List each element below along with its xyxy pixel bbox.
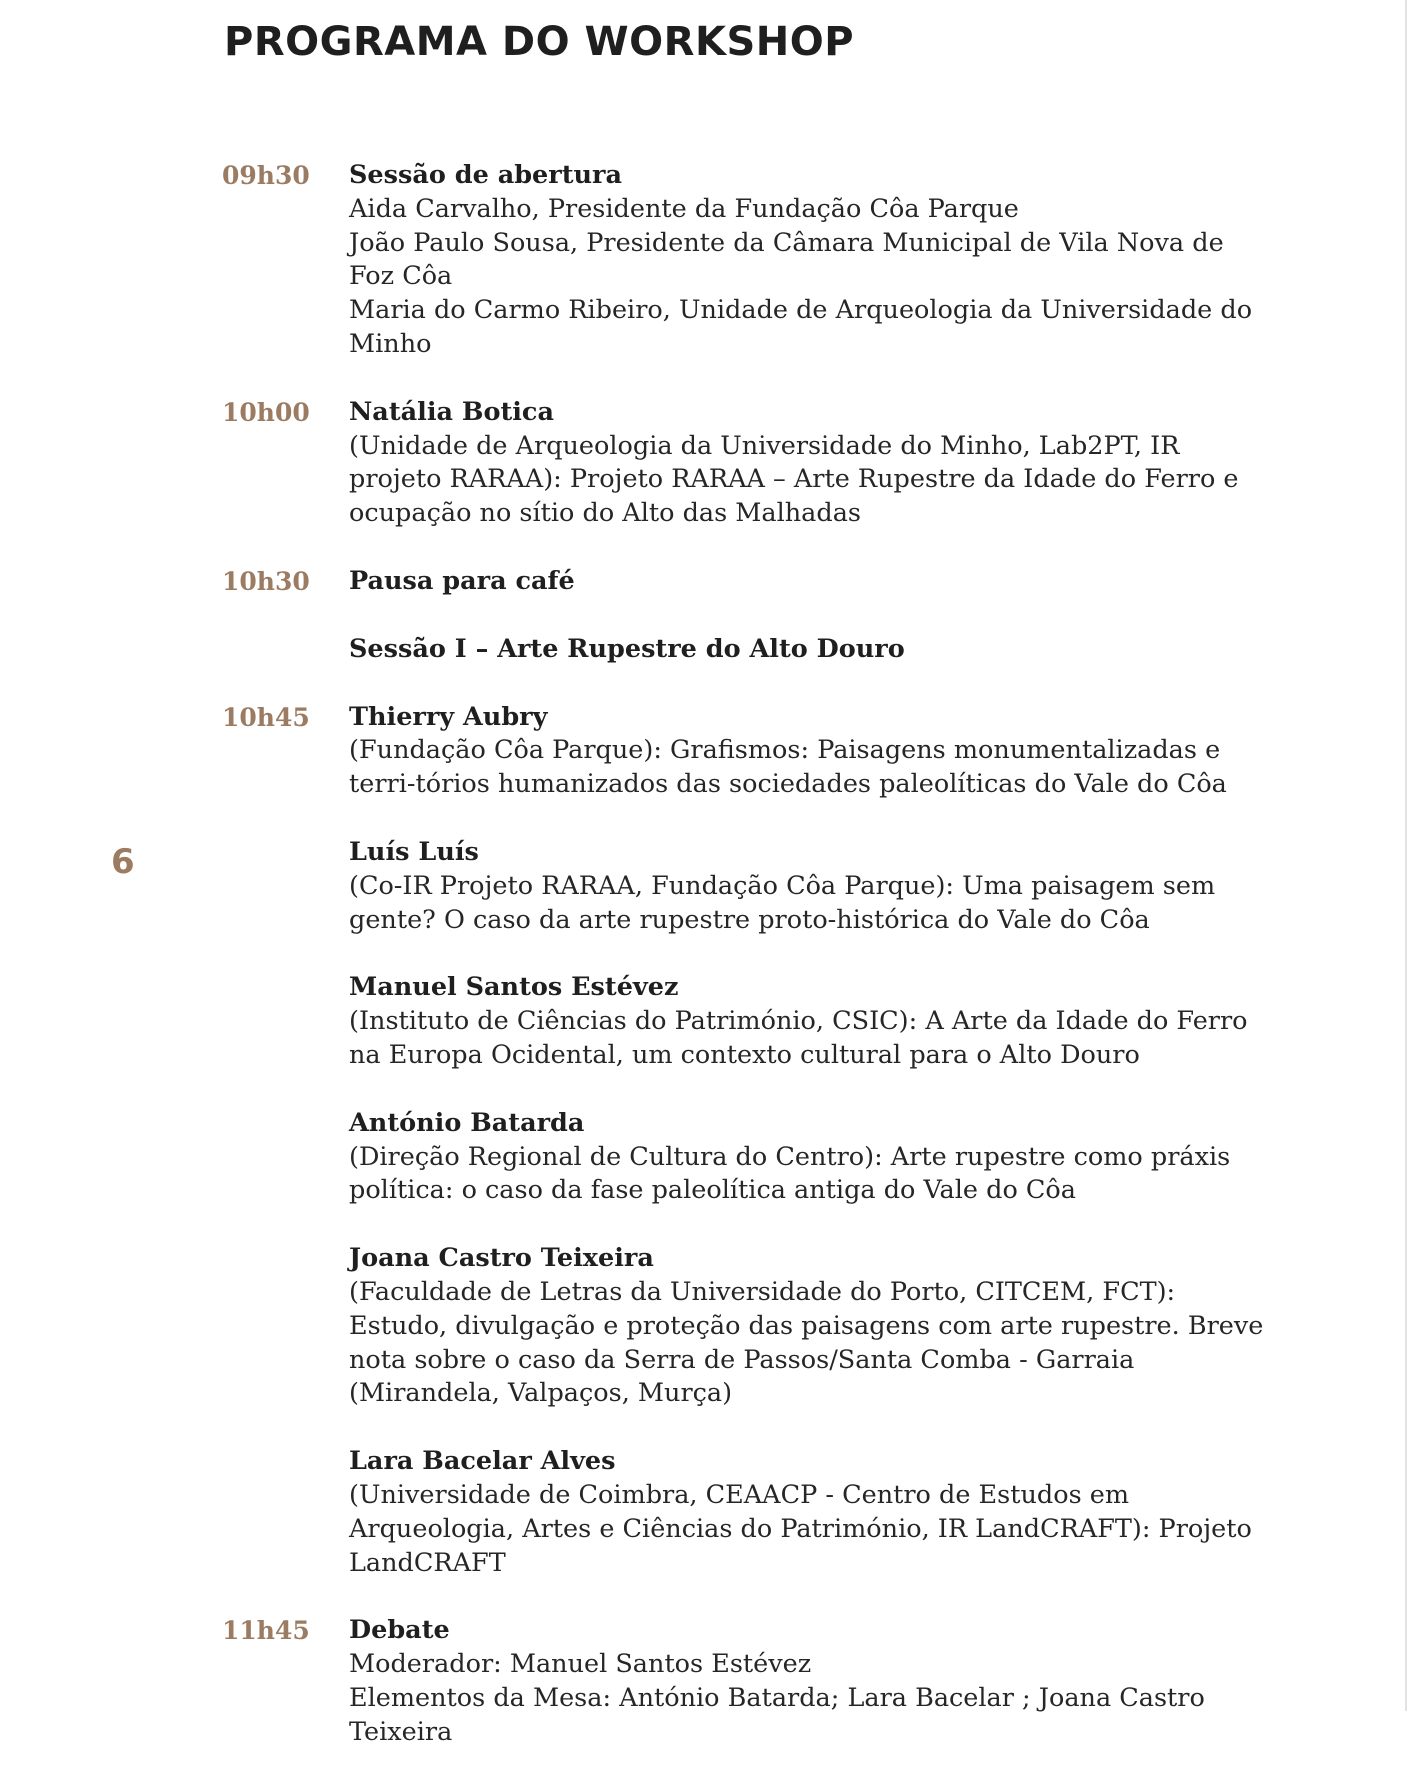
entry-line: (Universidade de Coimbra, CEAACP - Centro de Estudos em Arqueologia, Artes e Ciências do Património, IR LandCRAFT): Projeto LandCRAFT bbox=[349, 1479, 1252, 1578]
entry-content bbox=[349, 1614, 1269, 1749]
program-entry-coffee-break bbox=[0, 565, 1410, 599]
entry-time: 10h00 bbox=[222, 397, 310, 427]
program-entry-antonio-batarda bbox=[0, 1107, 1410, 1208]
entry-content bbox=[349, 836, 1269, 937]
page-number: 6 bbox=[111, 842, 135, 882]
entry-content bbox=[349, 159, 1269, 362]
entry-title: Natália Botica bbox=[349, 396, 554, 427]
entry-content bbox=[349, 701, 1269, 802]
program-entry-joana-castro-teixeira bbox=[0, 1242, 1410, 1411]
entry-title: Luís Luís bbox=[349, 836, 479, 867]
entry-title: Thierry Aubry bbox=[349, 701, 548, 732]
program-list bbox=[0, 159, 1410, 1783]
entry-line: (Co-IR Projeto RARAA, Fundação Côa Parque): Uma paisagem sem gente? O caso da arte rupestre proto-histórica do Vale do Côa bbox=[349, 870, 1216, 935]
entry-content bbox=[349, 633, 1269, 667]
entry-title: António Batarda bbox=[349, 1107, 585, 1138]
program-entry-lara-bacelar-alves bbox=[0, 1445, 1410, 1580]
entry-content bbox=[349, 1445, 1269, 1580]
program-entry-session-heading bbox=[0, 633, 1410, 667]
program-entry-debate bbox=[0, 1614, 1410, 1749]
entry-line: Aida Carvalho, Presidente da Fundação Côa Parque bbox=[349, 193, 1019, 224]
entry-time: 09h30 bbox=[222, 161, 310, 190]
program-entry-manuel-santos-estevez bbox=[0, 971, 1410, 1072]
entry-line: (Faculdade de Letras da Universidade do Porto, CITCEM, FCT): Estudo, divulgação e proteção das paisagens com arte rupestre. Breve nota sobre o caso da Serra de Passos/Santa Comba - Garraia (Mirandela, Valpaços, Murça) bbox=[349, 1276, 1264, 1409]
entry-time: 11h45 bbox=[222, 1616, 310, 1646]
program-entry-luis-luis bbox=[0, 836, 1410, 937]
session-heading: Sessão I – Arte Rupestre do Alto Douro bbox=[349, 633, 905, 664]
entry-title: Pausa para café bbox=[349, 565, 575, 596]
entry-line: (Unidade de Arqueologia da Universidade do Minho, Lab2PT, IR projeto RARAA): Projeto RARAA – Arte Rupestre da Idade do Ferro e ocupação no sítio do Alto das Malhadas bbox=[349, 430, 1239, 529]
entry-title: Manuel Santos Estévez bbox=[349, 972, 679, 1003]
entry-time: 10h30 bbox=[222, 566, 310, 596]
entry-content bbox=[349, 1107, 1269, 1208]
entry-line: (Fundação Côa Parque): Grafismos: Paisagens monumentalizadas e terri-tórios humanizados das sociedades paleolíticas do Vale do Côa bbox=[349, 735, 1227, 800]
entry-content bbox=[349, 971, 1269, 1072]
entry-content bbox=[349, 1242, 1269, 1411]
entry-title: Joana Castro Teixeira bbox=[349, 1243, 654, 1274]
entry-line: João Paulo Sousa, Presidente da Câmara Municipal de Vila Nova de Foz Côa bbox=[349, 227, 1224, 292]
entry-line: Maria do Carmo Ribeiro, Unidade de Arqueologia da Universidade do Minho bbox=[349, 295, 1253, 359]
entry-title: Lara Bacelar Alves bbox=[349, 1446, 616, 1477]
entry-content bbox=[349, 396, 1269, 531]
entry-time: 10h45 bbox=[222, 702, 310, 732]
entry-title: Sessão de abertura bbox=[349, 160, 622, 190]
entry-line: Moderador: Manuel Santos Estévez bbox=[349, 1649, 812, 1680]
program-entry-opening bbox=[0, 159, 1410, 362]
entry-line: Elementos da Mesa: António Batarda; Lara Bacelar ; Joana Castro Teixeira bbox=[349, 1682, 1205, 1747]
entry-title: Debate bbox=[349, 1615, 450, 1646]
program-entry-natalia-botica bbox=[0, 396, 1410, 531]
program-entry-thierry-aubry bbox=[0, 701, 1410, 802]
entry-line: (Direção Regional de Cultura do Centro): Arte rupestre como práxis política: o caso da fase paleolítica antiga do Vale do Côa bbox=[349, 1141, 1231, 1206]
entry-line: (Instituto de Ciências do Património, CSIC): A Arte da Idade do Ferro na Europa Ocidental, um contexto cultural para o Alto Douro bbox=[349, 1006, 1248, 1070]
entry-content bbox=[349, 565, 1269, 599]
page-title: PROGRAMA DO WORKSHOP bbox=[224, 19, 855, 65]
